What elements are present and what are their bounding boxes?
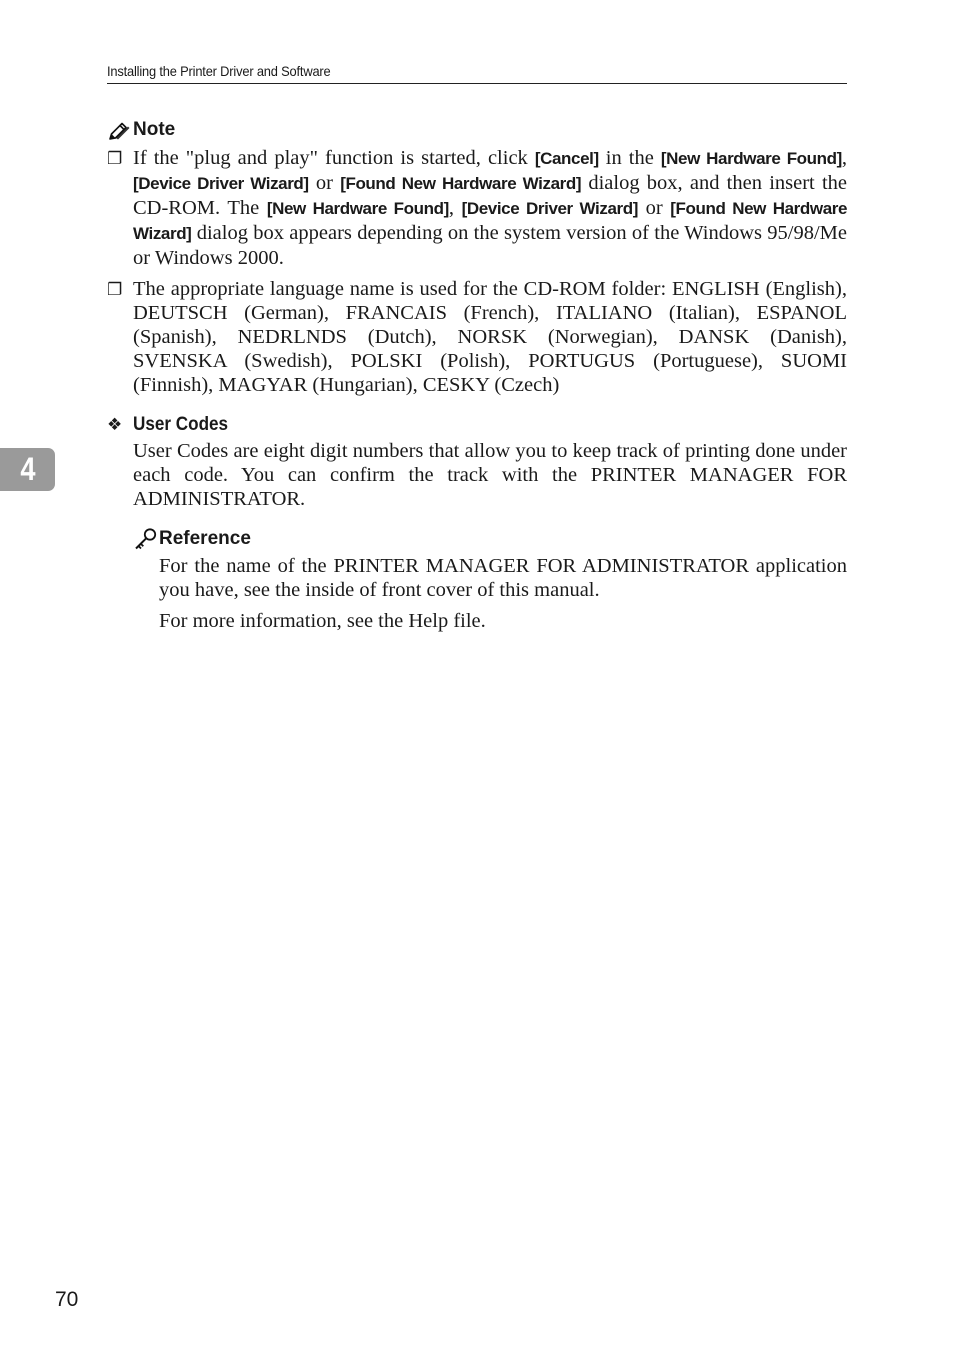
- reference-heading-label: Reference: [159, 528, 251, 549]
- reference-paragraph: For the name of the PRINTER MANAGER FOR ADMINISTRATOR application you have, see the inside of front cover of this manual.: [159, 555, 847, 601]
- reference-paragraph: For more information, see the Help file.: [159, 610, 486, 632]
- diamond-bullet-icon: ❖: [107, 415, 123, 435]
- note-item: [107, 277, 847, 397]
- found-new-hardware-wizard-ref: [Found New Hardware Wizard]: [133, 199, 848, 243]
- user-codes-heading-label: User Codes: [133, 414, 229, 435]
- reference-block: [107, 527, 847, 633]
- note-list: [107, 146, 847, 397]
- running-header: [107, 60, 847, 84]
- note-heading: [107, 118, 847, 142]
- user-codes-heading: [107, 413, 847, 437]
- device-driver-wizard-ref: [Device Driver Wizard]: [461, 199, 638, 218]
- chapter-number: 4: [19, 451, 36, 487]
- pencil-icon: [107, 120, 131, 142]
- chapter-tab: [0, 448, 55, 491]
- note-item: ❐ If the "plug and play" function is started, click [Cancel] in the [New Hardware Found], [Device Driver Wizard] or [Found New Hardware Wizard] dialog box, and then insert the CD-ROM. The [New Hardware Found], [Device Driver Wizard] or [Found New Hardware Wizard] dialog box appears depending on the system version of the Windows 95/98/Me or Windows 2000.: [107, 147, 848, 269]
- cancel-button-ref: [Cancel]: [534, 149, 599, 168]
- new-hardware-found-ref: [New Hardware Found]: [660, 149, 842, 168]
- reference-heading: [133, 527, 847, 551]
- user-codes-section: [107, 413, 847, 633]
- reference-body: [133, 554, 847, 633]
- new-hardware-found-ref: [New Hardware Found]: [266, 199, 449, 218]
- device-driver-wizard-ref: [Device Driver Wizard]: [133, 174, 309, 193]
- page-content: [107, 118, 847, 640]
- key-icon: [133, 527, 159, 551]
- note-heading-label: Note: [133, 119, 176, 140]
- found-new-hardware-wizard-ref: [Found New Hardware Wizard]: [340, 174, 582, 193]
- checkbox-bullet-icon: ❐: [107, 280, 123, 300]
- user-codes-body: User Codes are eight digit numbers that allow you to keep track of printing done under each code. You can confirm the track with the PRINTER MANAGER FOR ADMINISTRATOR.: [133, 440, 847, 510]
- note-item-text: The appropriate language name is used for the CD-ROM folder: ENGLISH (English), DEUTSCH (German), FRANCAIS (French), ITALIANO (Italian), ESPANOL (Spanish), NEDRLNDS (Dutch), NORSK (Norwegian), DANSK (Danish), SVENSKA (Swedish), POLSKI (Polish), PORTUGUS (Portuguese), SUOMI (Finnish), MAGYAR (Hungarian), CESKY (Czech): [133, 278, 847, 396]
- running-header-title: Installing the Printer Driver and Software: [107, 63, 331, 79]
- page-number: 70: [55, 1288, 79, 1311]
- checkbox-bullet-icon: ❐: [107, 149, 123, 169]
